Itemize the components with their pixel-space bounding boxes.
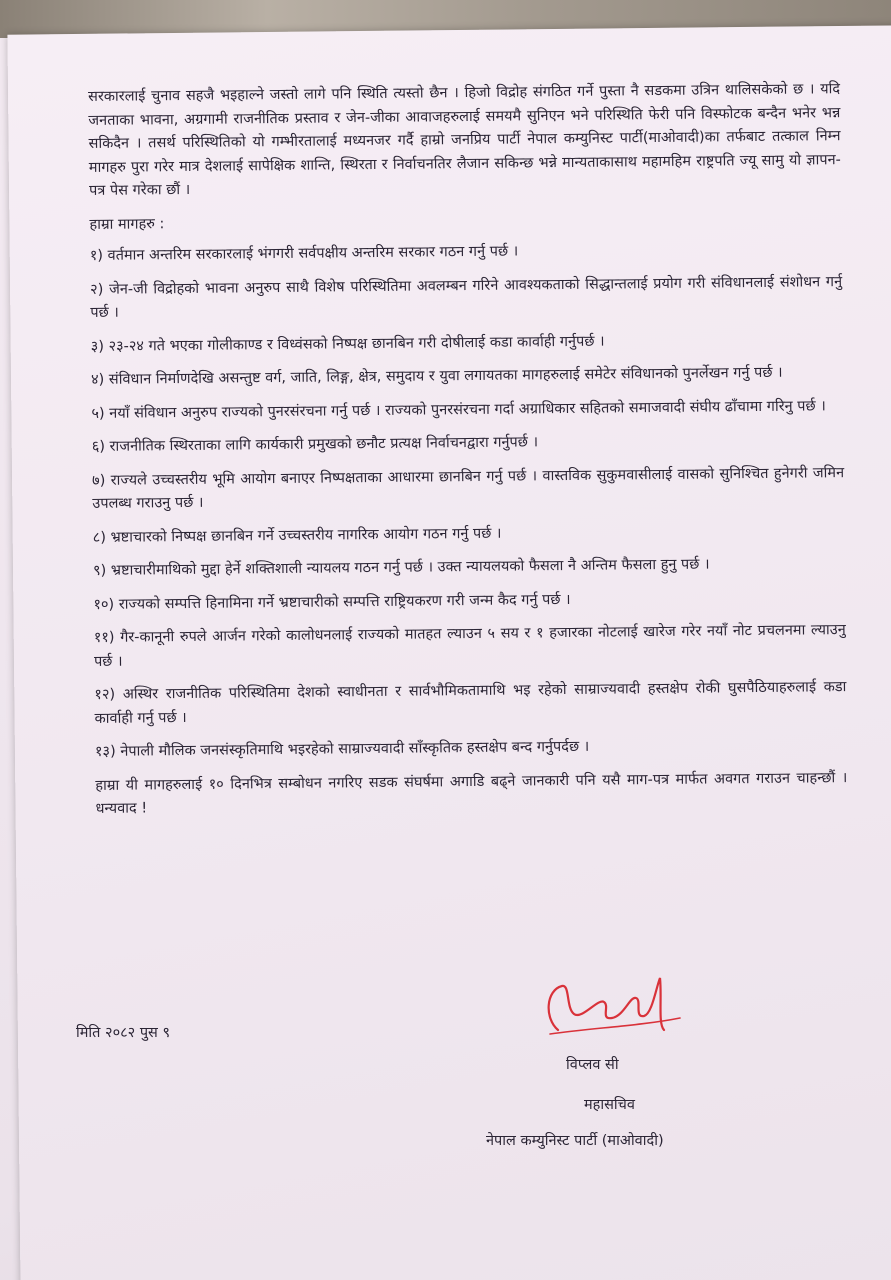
demand-item: १३) नेपाली मौलिक जनसंस्कृतिमाथि भइरहेको साम्राज्यवादी साँस्कृतिक हस्तक्षेप बन्द गर्नुपर्दछ । xyxy=(94,738,590,760)
demand-item: ११) गैर-कानूनी रुपले आर्जन गरेको कालोधनलाई राज्यको मातहत ल्याउन ५ सय र १ हजारका नोटलाई खारेज गरेर नयाँ नोट प्रचलनमा ल्याउनु पर्छ । xyxy=(93,622,846,670)
demand-item: २) जेन-जी विद्रोहको भावना अनुरुप साथै विशेष परिस्थितिमा अवलम्बन गरिने आवश्यकताको सिद्धान्तलाई प्रयोग गरी संविधानलाई संशोधन गर्नु पर्छ । xyxy=(90,273,843,321)
signatory-party: नेपाल कम्युनिस्ट पार्टी (माओवादी) xyxy=(486,1133,664,1149)
demands-heading: हाम्रा मागहरु : xyxy=(89,215,165,233)
demand-item: १) वर्तमान अन्तरिम सरकारलाई भंगगरी सर्वपक्षीय अन्तरिम सरकार गठन गर्नु पर्छ । xyxy=(89,243,519,264)
demand-item: १०) राज्यको सम्पत्ति हिनामिना गर्ने भ्रष्टाचारीको सम्पत्ति राष्ट्रियकरण गरी जन्म कैद गर्नु पर्छ । xyxy=(93,591,571,613)
demands-list xyxy=(90,237,847,764)
demand-item: ३) २३-२४ गते भएका गोलीकाण्ड र विध्वंसको निष्पक्ष छानबिन गरी दोषीलाई कडा कार्वाही गर्नुपर्छ । xyxy=(90,333,605,355)
demand-item: ७) राज्यले उच्चस्तरीय भूमि आयोग बनाएर निष्पक्षताका आधारमा छानबिन गर्नु पर्छ । वास्तविक सुकुमवासीलाई वासको सुनिश्चित हुनेगरी जमिन उपलब्ध गराउनु पर्छ । xyxy=(92,464,845,512)
demand-item: ८) भ्रष्टाचारको निष्पक्ष छानबिन गर्ने उच्चस्तरीय नागरिक आयोग गठन गर्नु पर्छ । xyxy=(92,525,502,546)
intro-paragraph: सरकारलाई चुनाव सहजै भइहाल्ने जस्तो लागे पनि स्थिति त्यस्तो छैन । हिजो विद्रोह संगठित गर्ने पुस्ता नै सडकमा उत्रिन थालिसकेको छ । यदि जनताका भावना, अग्रगामी राजनीतिक प्रस्ताव र जेन-जीका आवाजहरुलाई समयमै सुनिएन भने परिस्थिति फेरी पनि विस्फोटक बन्दैन भनेर भन्न सकिदैन । तसर्थ परिस्थितिको यो गम्भीरतालाई मध्यनजर गर्दै हाम्रो जनप्रिय पार्टी नेपाल कम्युनिस्ट पार्टी(माओवादी)का तर्फबाट तत्काल निम्न मागहरु पुरा गरेर मात्र देशलाई सापेक्षिक शान्ति, स्थिरता र निर्वाचनतिर लैजान सकिन्छ भन्ने मान्यताकासाथ महामहिम राष्ट्रपति ज्यू सामु यो ज्ञापन-पत्र पेस गरेका छौं । xyxy=(88,81,841,199)
demand-item: ९) भ्रष्टाचारीमाथिको मुद्दा हेर्ने शक्तिशाली न्यायलय गठन गर्नु पर्छ । उक्त न्यायलयको फैसला नै अन्तिम फैसला हुनु पर्छ । xyxy=(92,556,710,579)
letter-body xyxy=(88,78,848,821)
handwritten-signature xyxy=(540,968,690,1048)
demand-item: ६) राजनीतिक स्थिरताका लागि कार्यकारी प्रमुखको छनौट प्रत्यक्ष निर्वाचनद्वारा गर्नुपर्छ । xyxy=(91,434,539,455)
demand-item: ५) नयाँ संविधान अनुरुप राज्यको पुनरसंरचना गर्नु पर्छ । राज्यको पुनरसंरचना गर्दा अग्राधिकार सहितको समाजवादी संघीय ढाँचामा गरिनु पर्छ । xyxy=(91,397,826,422)
signatory-name: विप्लव सी xyxy=(566,1057,619,1073)
demand-item: १२) अस्थिर राजनीतिक परिस्थितिमा देशको स्वाधीनता र सार्वभौमिकतामाथि भइ रहेको साम्राज्यवादी हस्तक्षेप रोकी घुसपैठियाहरुलाई कडा कार्वाही गर्नु पर्छ । xyxy=(94,679,847,727)
demand-item: ४) संविधान निर्माणदेखि असन्तुष्ट वर्ग, जाति, लिङ्ग, क्षेत्र, समुदाय र युवा लगायतका मागहरुलाई समेटेर संविधानको पुनर्लेखन गर्नु पर्छ । xyxy=(90,364,783,388)
closing-paragraph: हाम्रा यी मागहरुलाई १० दिनभित्र सम्बोधन नगरिए सडक संघर्षमा अगाडि बढ्ने जानकारी पनि यसै माग-पत्र मार्फत अवगत गराउन चाहन्छौं । धन्यवाद ! xyxy=(95,769,848,817)
signatory-title: महासचिव xyxy=(584,1097,635,1113)
letter-date: मिति २०८२ पुस ९ xyxy=(76,1025,171,1041)
